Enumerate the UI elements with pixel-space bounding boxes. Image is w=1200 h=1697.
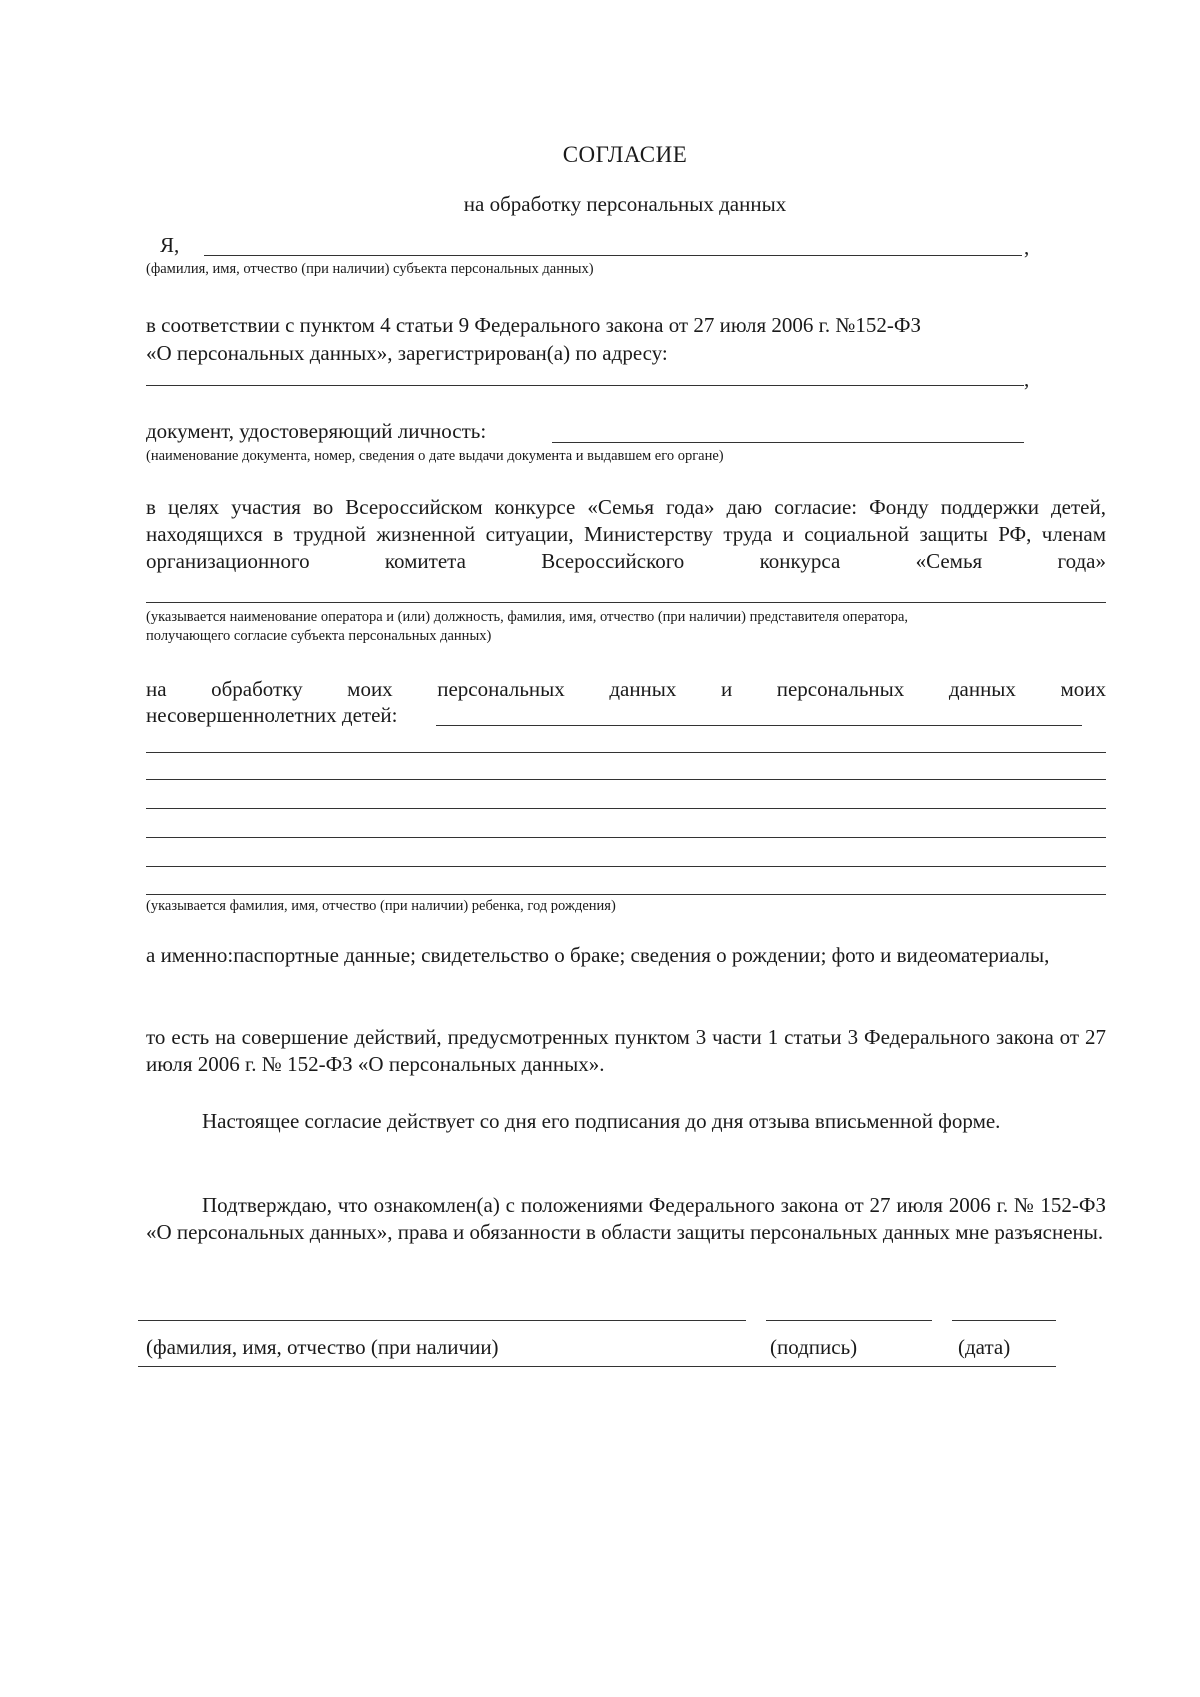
document-title: СОГЛАСИЕ	[562, 142, 688, 167]
sig-date-label: (дата)	[958, 1335, 1011, 1359]
processing-word: персональных	[437, 677, 565, 701]
children-field-4[interactable]	[146, 808, 1106, 809]
law-line-2: «О персональных данных», зарегистрирован(а) по адресу:	[146, 341, 668, 365]
comma-2: ,	[1024, 367, 1030, 391]
note-id-doc: (наименование документа, номер, сведения о дате выдачи документа и выдавшем его органе)	[146, 448, 724, 464]
processing-word: данных	[948, 677, 1016, 701]
sig-signature-label: (подпись)	[770, 1335, 858, 1359]
note-operator-line-2: получающего согласие субъекта персональных данных)	[146, 628, 492, 644]
processing-word: на	[146, 677, 167, 701]
address-field[interactable]	[146, 385, 1024, 386]
children-field-3[interactable]	[146, 779, 1106, 780]
processing-word: персональных	[776, 677, 905, 701]
note-fio-subject: (фамилия, имя, отчество (при наличии) субъекта персональных данных)	[146, 261, 594, 277]
processing-word: данных	[609, 677, 677, 701]
actions-paragraph: то есть на совершение действий, предусмотренных пунктом 3 части 1 статьи 3 Федерального закона от 27 июля 2006 г. № 152-ФЗ «О персональных данных».	[146, 1025, 1106, 1076]
children-field-1[interactable]	[436, 725, 1082, 726]
id-doc-field[interactable]	[552, 442, 1024, 443]
processing-word: и	[720, 677, 733, 701]
purpose-paragraph: в целях участия во Всероссийском конкурсе «Семья года» даю согласие: Фонду поддержки детей, находящихся в трудной жизненной ситуации, Министерству труда и социальной защиты РФ, членам организационного комитета Всероссийского конкурса «Семья года»	[146, 495, 1106, 573]
law-line-1: в соответствии с пунктом 4 статьи 9 Федерального закона от 27 июля 2006 г. №152-ФЗ	[146, 313, 922, 337]
note-operator-line-1: (указывается наименование оператора и (или) должность, фамилия, имя, отчество (при наличии) представителя оператора,	[146, 609, 909, 625]
operator-field[interactable]	[146, 602, 1106, 603]
children-field-5[interactable]	[146, 837, 1106, 838]
processing-word: обработку	[211, 677, 303, 701]
sig-signature-field[interactable]	[766, 1320, 932, 1321]
sig-bottom-rule	[138, 1366, 1056, 1367]
children-field-6[interactable]	[146, 866, 1106, 867]
processing-word: моих	[347, 677, 393, 701]
processing-line	[146, 676, 1106, 702]
comma-1: ,	[1024, 235, 1030, 259]
sig-fio-field[interactable]	[138, 1320, 746, 1321]
data-list-paragraph: а именно:паспортные данные; свидетельство о браке; сведения о рождении; фото и видеоматериалы,	[146, 943, 1050, 967]
id-doc-label: документ, удостоверяющий личность:	[146, 419, 487, 443]
sig-date-field[interactable]	[952, 1320, 1056, 1321]
confirm-paragraph: Подтверждаю, что ознакомлен(а) с положениями Федерального закона от 27 июля 2006 г. № 152-ФЗ «О персональных данных», права и обязанности в области защиты персональных данных мне разъяснены.	[146, 1193, 1106, 1244]
sig-fio-label: (фамилия, имя, отчество (при наличии)	[146, 1335, 499, 1359]
children-field-7[interactable]	[146, 894, 1106, 895]
processing-word: моих	[1060, 677, 1106, 701]
minors-label: несовершеннолетних детей:	[146, 703, 398, 727]
i-prefix: Я,	[160, 233, 180, 257]
validity-paragraph: Настоящее согласие действует со дня его подписания до дня отзыва вписьменной форме.	[202, 1109, 1001, 1133]
document-subtitle: на обработку персональных данных	[463, 192, 787, 216]
note-child: (указывается фамилия, имя, отчество (при наличии) ребенка, год рождения)	[146, 898, 616, 914]
children-field-2[interactable]	[146, 752, 1106, 753]
fio-subject-field[interactable]	[204, 255, 1022, 256]
